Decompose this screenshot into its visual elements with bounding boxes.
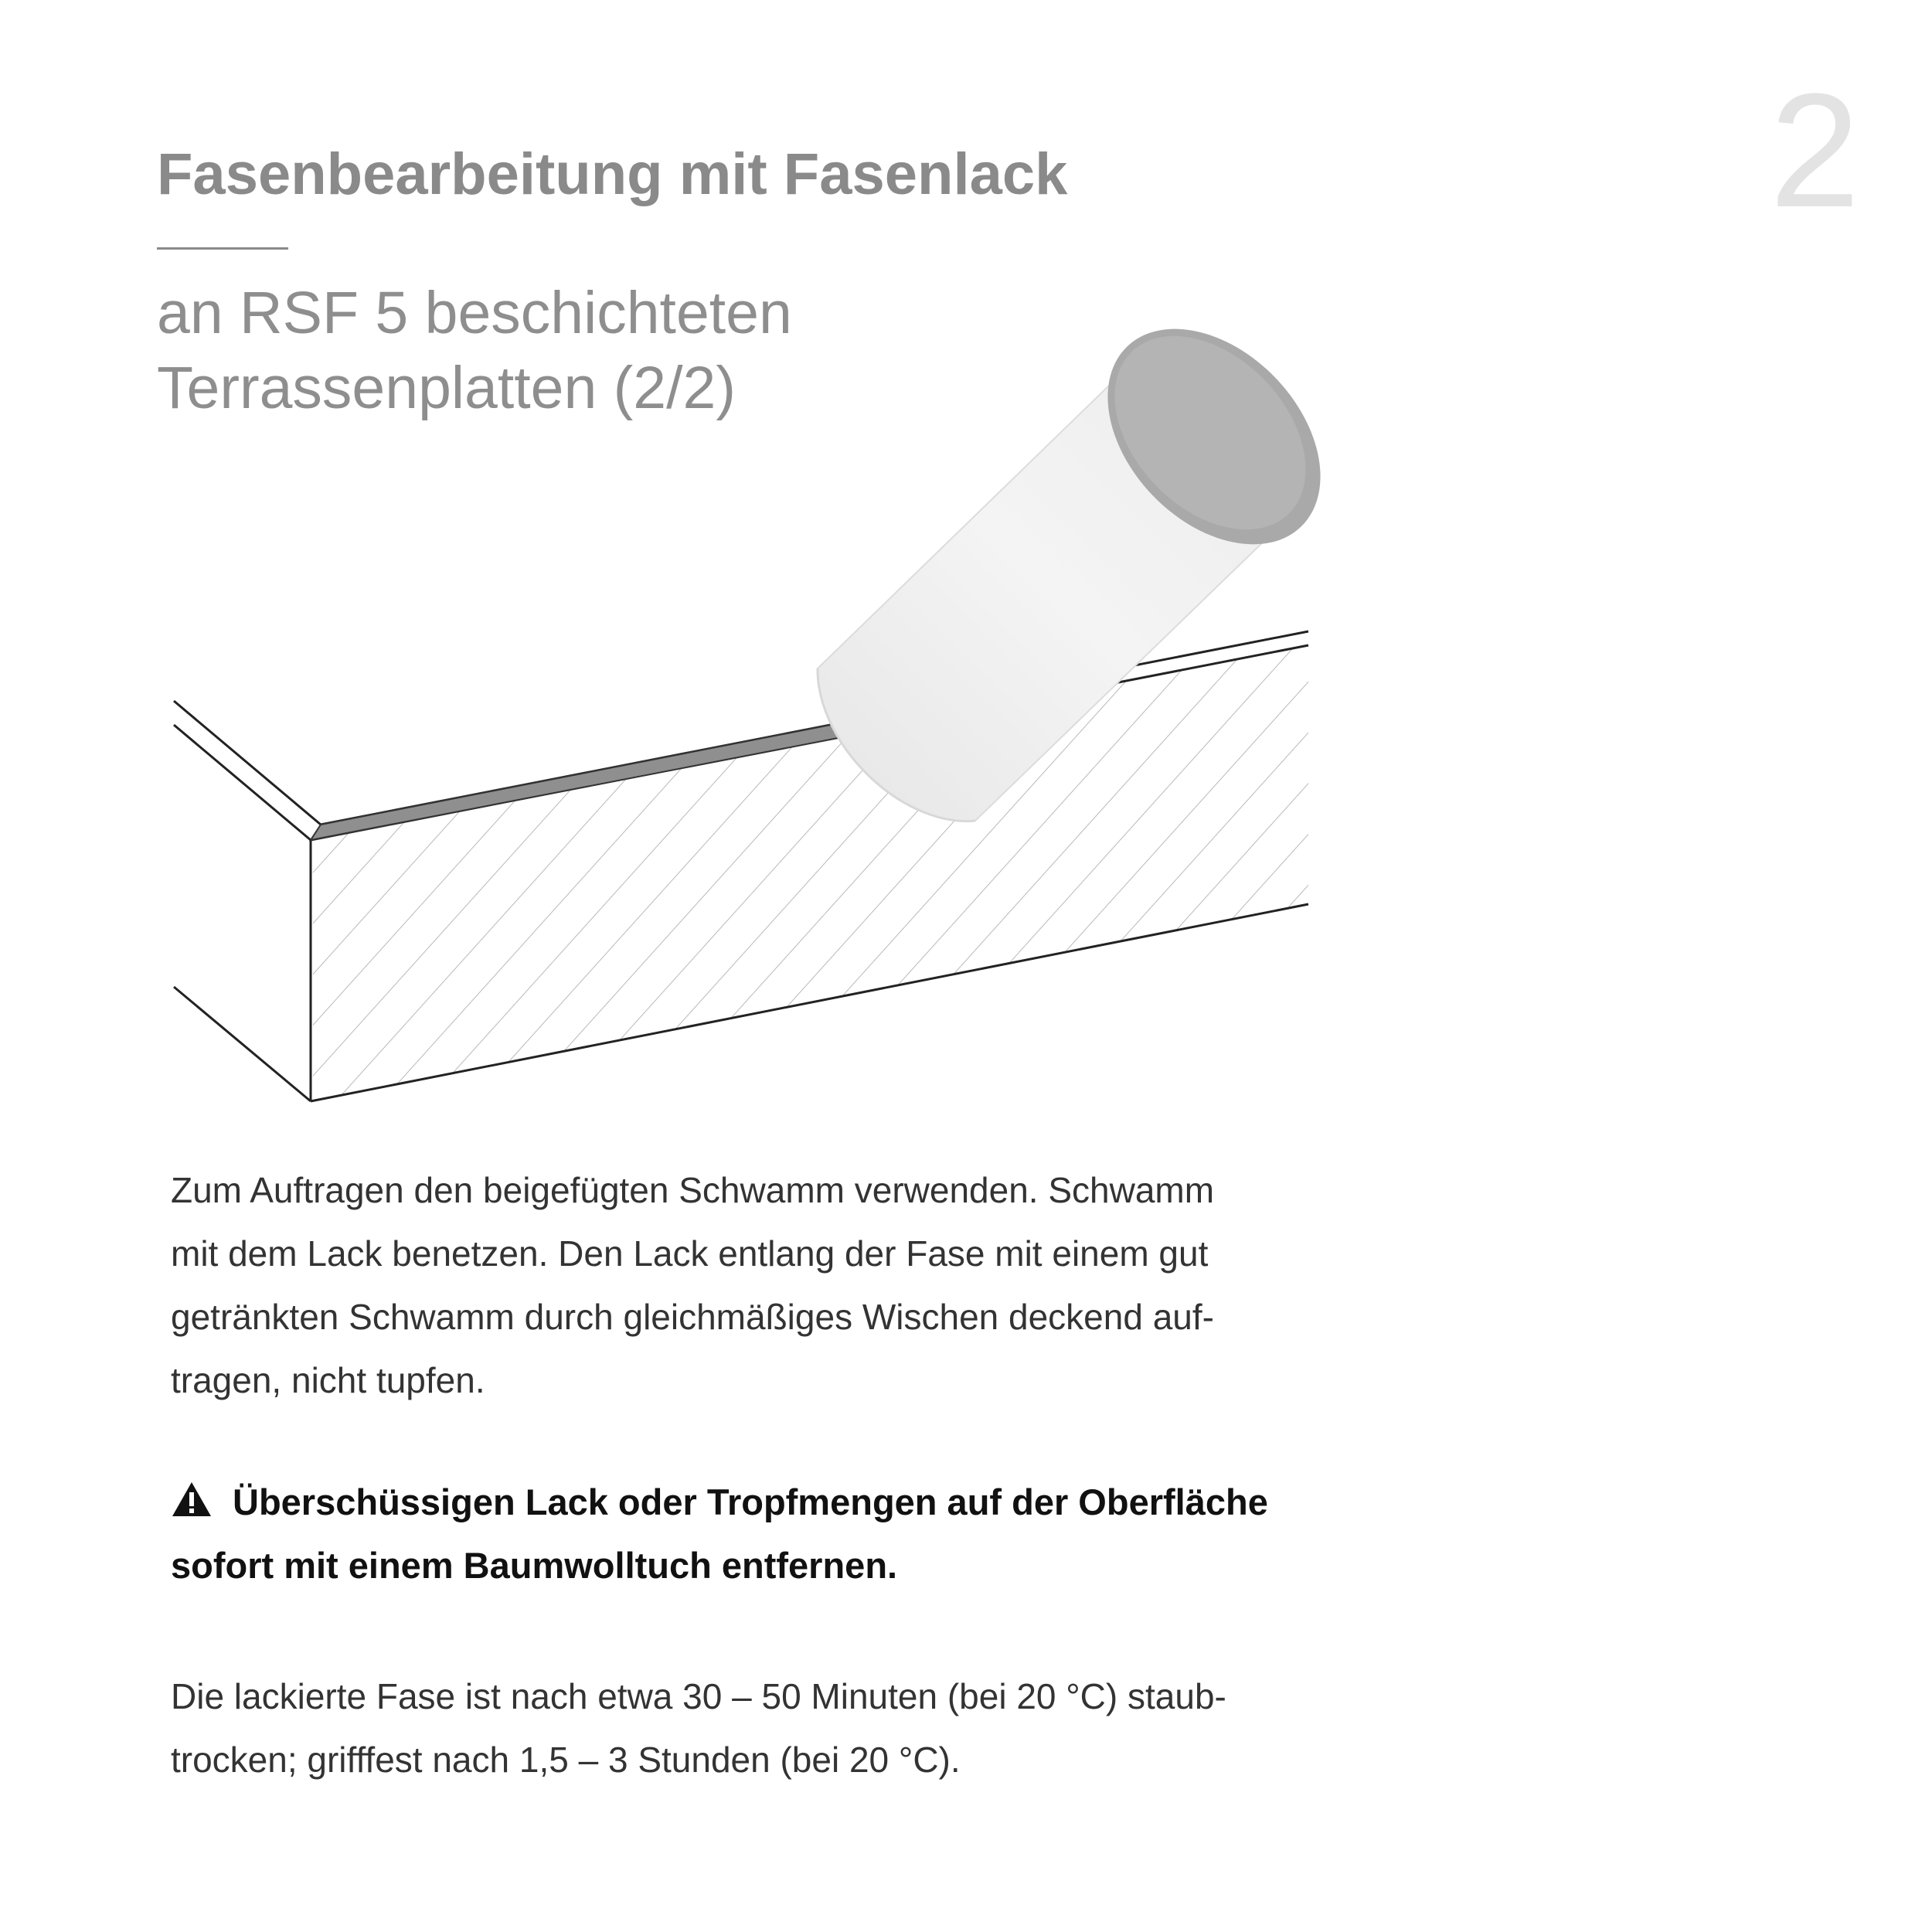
warning-triangle-icon [171,1481,213,1518]
text-line: mit dem Lack benetzen. Den Lack entlang der Fase mit einem gut [171,1233,1209,1274]
warning-line-1 [171,1471,1330,1534]
text-line: Die lackierte Fase ist nach etwa 30 – 50 Minuten (bei 20 °C) staub- [171,1676,1226,1716]
page-number: 2 [1770,60,1860,241]
subtitle-line: an RSF 5 beschichteten [157,280,792,346]
text-line: getränkten Schwamm durch gleichmäßiges Wischen deckend auf- [171,1297,1214,1337]
warning-text: Überschüssigen Lack oder Tropfmengen auf der Oberfläche [233,1481,1268,1522]
text-line: tragen, nicht tupfen. [171,1360,485,1400]
warning-text: sofort mit einem Baumwolltuch entfernen. [171,1545,898,1586]
application-instructions [171,1158,1330,1412]
text-line: trocken; grifffest nach 1,5 – 3 Stunden (bei 20 °C). [171,1740,961,1780]
warning-note [171,1471,1330,1597]
subtitle-line: Terrassenplatten (2/2) [157,355,736,421]
drying-time-note [171,1665,1330,1791]
page-title: Fasenbearbeitung mit Fasenlack [157,141,1068,207]
slab-front-face [294,634,1329,1113]
text-line: Zum Auftragen den beigefügten Schwamm verwenden. Schwamm [171,1170,1215,1210]
